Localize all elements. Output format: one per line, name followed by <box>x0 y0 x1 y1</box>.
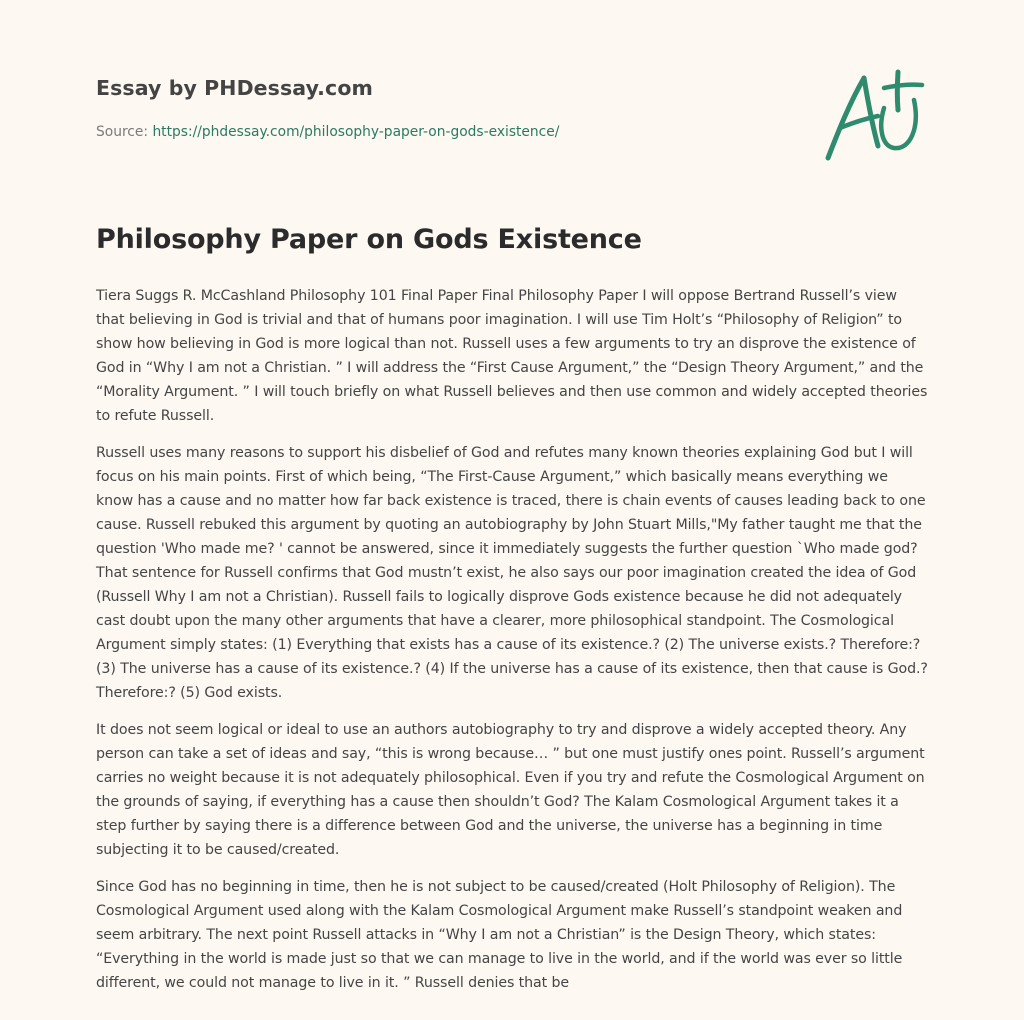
site-brand: Essay by PHDessay.com <box>96 76 373 100</box>
paragraph: Tiera Suggs R. McCashland Philosophy 101 Final Paper Final Philosophy Paper I will oppose Bertrand Russell’s view that believing in God is trivial and that of humans poor imagination. I will use Tim Holt’s “Philosophy of Religion” to show how believing in God is more logical than not. Russell uses a few arguments to try an disprove the existence of God in “Why I am not a Christian. ” I will address the “First Cause Argument,” the “Design Theory Argument,” and the “Morality Argument. ” I will touch briefly on what Russell believes and then use common and widely accepted theories to refute Russell. <box>96 288 928 424</box>
essay-body <box>96 284 928 1008</box>
paragraph: It does not seem logical or ideal to use an authors autobiography to try and disprove a widely accepted theory. Any person can take a set of ideas and say, “this is wrong because… ” but one must justify ones point. Russell’s argument carries no weight because it is not adequately philosophical. Even if you try and refute the Cosmological Argument on the grounds of saying, if everything has a cause then shouldn’t God? The Kalam Cosmological Argument takes it a step further by saying there is a difference between God and the universe, the universe has a beginning in time subjecting it to be caused/created. <box>96 722 925 858</box>
source-link[interactable]: https://phdessay.com/philosophy-paper-on-gods-existence/ <box>152 124 560 140</box>
paragraph: Russell uses many reasons to support his disbelief of God and refutes many known theories explaining God but I will focus on his main points. First of which being, “The First-Cause Argument,” which basically means everything we know has a cause and no matter how far back existence is traced, there is chain events of causes leading back to one cause. Russell rebuked this argument by quoting an autobiography by John Stuart Mills,"My father taught me that the question 'Who made me? ' cannot be answered, since it immediately suggests the further question `Who made god? That sentence for Russell confirms that God mustn’t exist, he also says our poor imagination created the idea of God (Russell Why I am not a Christian). Russell fails to logically disprove Gods existence because he did not adequately cast doubt upon the many other arguments that have a clearer, more philosophical standpoint. The Cosmological Argument simply states: (1) Everything that exists has a cause of its existence.? (2) The universe exists.? Therefore:? (3) The universe has a cause of its existence.? (4) If the universe has a cause of its existence, then that cause is God.? Therefore:? (5) God exists. <box>96 445 928 701</box>
source-label: Source: <box>96 124 149 140</box>
a-plus-grade-icon <box>818 66 930 166</box>
source-line <box>96 124 559 140</box>
page-title: Philosophy Paper on Gods Existence <box>96 224 642 255</box>
paragraph: Since God has no beginning in time, then he is not subject to be caused/created (Holt Philosophy of Religion). The Cosmological Argument used along with the Kalam Cosmological Argument make Russell’s standpoint weaken and seem arbitrary. The next point Russell attacks in “Why I am not a Christian” is the Design Theory, which states: “Everything in the world is made just so that we can manage to live in the world, and if the world was ever so little different, we could not manage to live in it. ” Russell denies that be <box>96 879 903 991</box>
